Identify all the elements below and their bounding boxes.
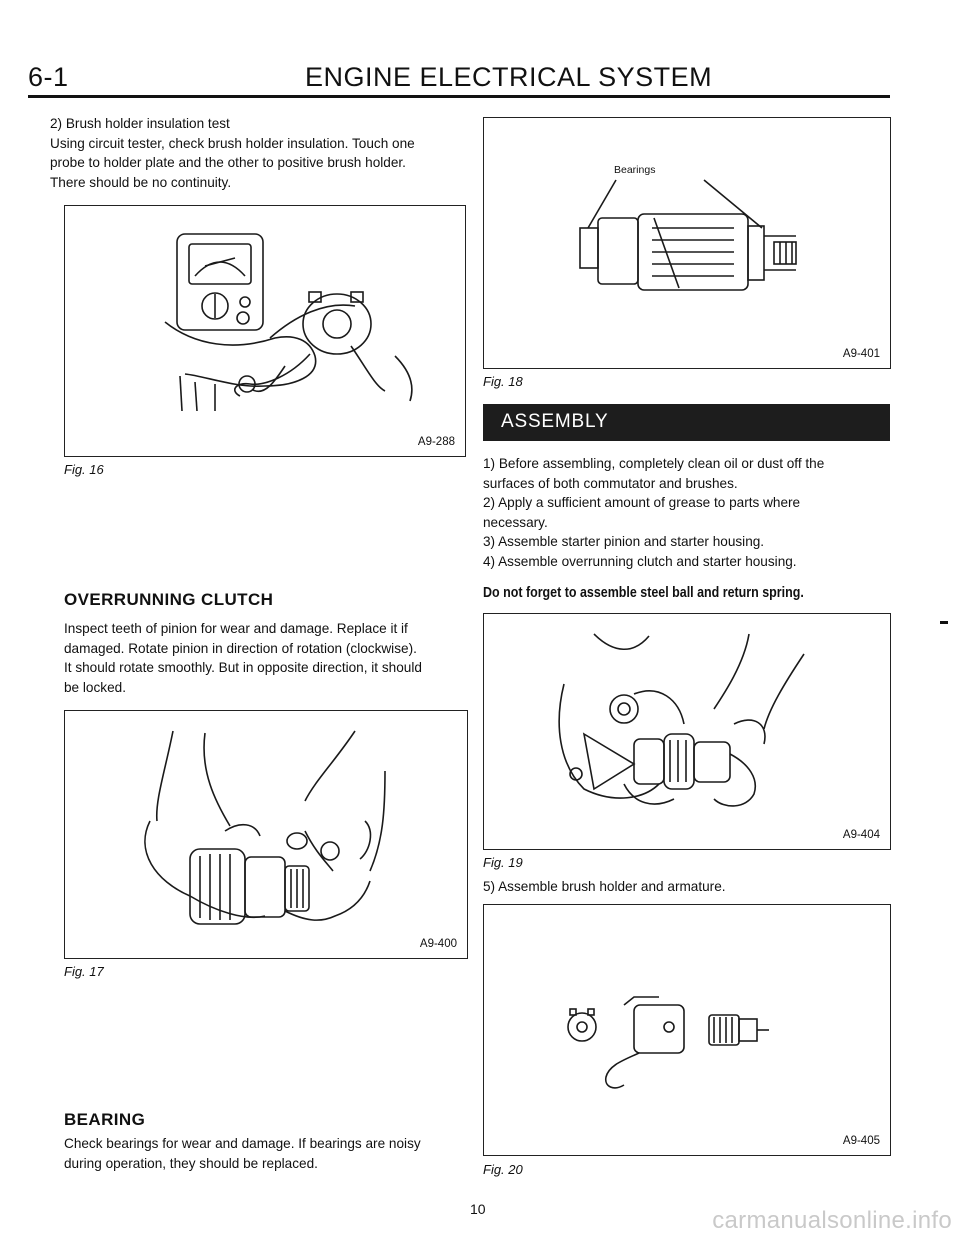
assembly-step-3: 3) Assemble starter pinion and starter housing. — [483, 534, 765, 549]
figure-18-code: A9-401 — [842, 348, 880, 360]
overrunning-clutch-heading: OVERRUNNING CLUTCH — [64, 590, 274, 609]
overrunning-clutch-illustration — [65, 711, 467, 958]
figure-17 — [64, 710, 468, 959]
assembly-steps — [483, 454, 887, 571]
section-code: 6-1 — [28, 62, 69, 92]
brush-test-section — [50, 114, 470, 192]
assembly-heading-bar — [483, 404, 890, 441]
figure-17-caption: Fig. 17 — [64, 964, 104, 979]
page-number: 10 — [470, 1201, 486, 1217]
assembly-step-4: 4) Assemble overrunning clutch and starter housing. — [483, 553, 797, 569]
pinion-housing-illustration — [484, 614, 890, 849]
bearings-label: Bearings — [614, 164, 656, 176]
figure-18 — [483, 117, 891, 369]
overrunning-clutch-text — [64, 619, 474, 697]
figure-20-caption: Fig. 20 — [483, 1162, 523, 1177]
bearing-line-1: Check bearings for wear and damage. If bearings are noisy — [64, 1136, 421, 1151]
assembly-step-5: 5) Assemble brush holder and armature. — [483, 879, 726, 894]
figure-16-caption: Fig. 16 — [64, 462, 104, 477]
assembly-step-1-cont: surfaces of both commutator and brushes. — [483, 475, 738, 491]
figure-17-code: A9-400 — [419, 938, 457, 950]
bearing-text — [64, 1134, 474, 1173]
assembly-step-1: 1) Before assembling, completely clean oil or dust off the — [483, 456, 825, 471]
assembly-warning: Do not forget to assemble steel ball and return spring. — [483, 585, 804, 601]
overrunning-line-1: Inspect teeth of pinion for wear and damage. Replace it if — [64, 621, 408, 636]
overrunning-line-3: It should rotate smoothly. But in opposite direction, it should — [64, 660, 422, 675]
brush-test-line-3: There should be no continuity. — [50, 174, 232, 190]
bearing-line-2: during operation, they should be replaced. — [64, 1155, 318, 1171]
figure-20-code: A9-405 — [842, 1135, 880, 1147]
figure-19-caption: Fig. 19 — [483, 855, 523, 870]
figure-18-caption: Fig. 18 — [483, 374, 523, 389]
assembly-step-2-cont: necessary. — [483, 514, 548, 530]
brush-test-line-2: probe to holder plate and the other to positive brush holder. — [50, 155, 406, 170]
margin-mark — [940, 621, 948, 624]
brush-test-line-1: Using circuit tester, check brush holder insulation. Touch one — [50, 135, 415, 151]
brush-test-heading: 2) Brush holder insulation test — [50, 116, 230, 131]
watermark: carmanualsonline.info — [712, 1207, 952, 1234]
header-rule — [28, 95, 890, 98]
page-title: ENGINE ELECTRICAL SYSTEM — [305, 62, 713, 92]
assembly-step-2: 2) Apply a sufficient amount of grease to parts where — [483, 495, 801, 510]
bearing-heading: BEARING — [64, 1110, 146, 1129]
overrunning-line-4: be locked. — [64, 679, 126, 695]
armature-bearings-illustration — [484, 118, 890, 368]
circuit-tester-illustration — [65, 206, 465, 456]
brush-holder-armature-illustration — [484, 905, 890, 1155]
figure-16 — [64, 205, 466, 457]
figure-19 — [483, 613, 891, 850]
figure-16-code: A9-288 — [417, 436, 455, 448]
figure-20 — [483, 904, 891, 1156]
overrunning-line-2: damaged. Rotate pinion in direction of rotation (clockwise). — [64, 640, 417, 656]
assembly-heading: ASSEMBLY — [501, 411, 609, 432]
figure-19-code: A9-404 — [842, 829, 880, 841]
